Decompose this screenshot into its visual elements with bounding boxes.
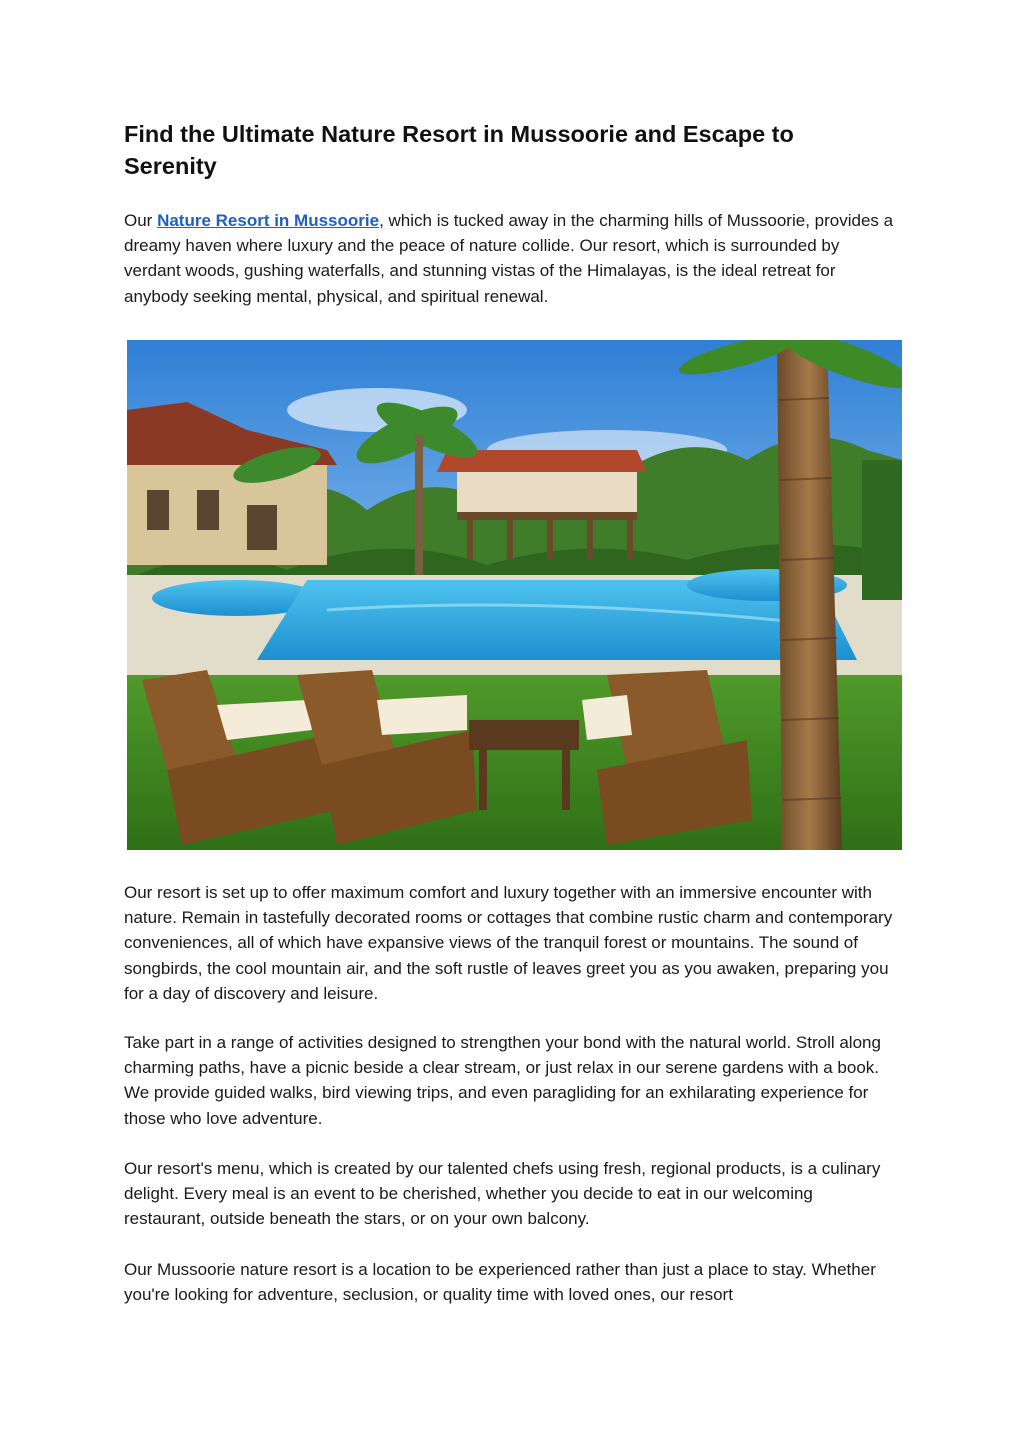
nature-resort-link[interactable]: Nature Resort in Mussoorie: [157, 211, 380, 230]
body-paragraph-3: Our resort's menu, which is created by our talented chefs using fresh, regional products, is a culinary delight. Every meal is an event to be cherished, whether you decide to eat in our welcoming restaurant, outside beneath the stars, or on your own balcony.: [124, 1159, 881, 1229]
intro-lead: Our: [124, 211, 158, 230]
body-paragraph-4: Our Mussoorie nature resort is a location to be experienced rather than just a place to stay. Whether you're looking for adventure, seclusion, or quality time with loved ones, our resort: [124, 1260, 876, 1305]
intro-paragraph: [124, 208, 894, 309]
body-paragraph-1: Our resort is set up to offer maximum comfort and luxury together with an immersive encounter with nature. Remain in tastefully decorated rooms or cottages that combine rustic charm and contemporary conveniences, all of which have expansive views of the tranquil forest or mountains. The sound of songbirds, the cool mountain air, and the soft rustle of leaves greet you as you awaken, preparing you for a day of discovery and leisure.: [124, 883, 893, 1003]
intro-rest: , which is tucked away in the charming hills of Mussoorie, provides a dreamy haven where luxury and the peace of nature collide. Our resort, which is surrounded by verdant woods, gushing waterfalls, and stunning vistas of the Himalayas, is the ideal retreat for anybody seeking mental, physical, and spiritual renewal.: [124, 211, 894, 306]
resort-pool-photo: [127, 340, 902, 850]
page-title: Find the Ultimate Nature Resort in Mussoorie and Escape to Serenity: [124, 121, 794, 179]
body-paragraph-2: Take part in a range of activities designed to strengthen your bond with the natural world. Stroll along charming paths, have a picnic beside a clear stream, or just relax in our serene gardens with a book. We provide guided walks, bird viewing trips, and even paragliding for an exhilarating experience for those who love adventure.: [124, 1033, 881, 1128]
